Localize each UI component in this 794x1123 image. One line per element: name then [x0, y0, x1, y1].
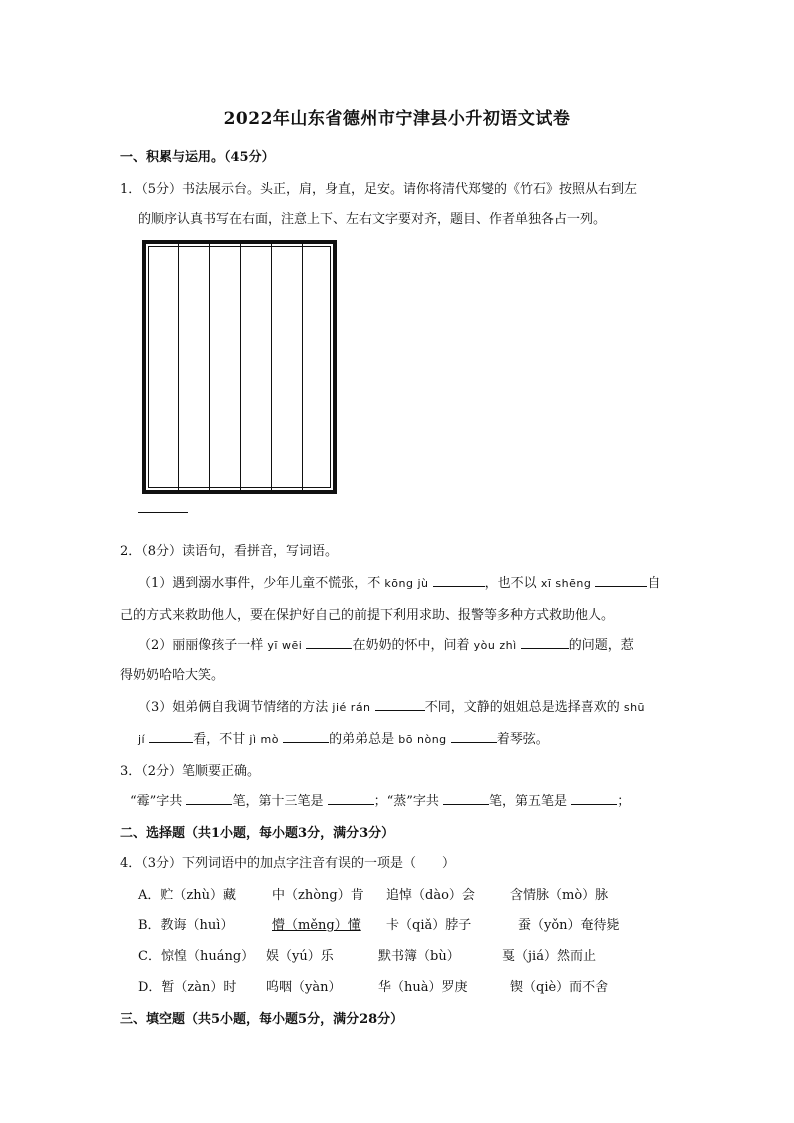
q3-text-c: ；“蒸”字共 — [373, 794, 439, 809]
page-title: 2022年山东省德州市宁津县小升初语文试卷 — [223, 109, 571, 129]
q2-3-pinyin-5: bō nòng — [398, 733, 447, 746]
grid-column-divider — [240, 244, 241, 490]
q4-option-b-word-3: 卡（qiǎ）脖子 — [386, 918, 472, 933]
section-heading-2: 二、选择题（共1小题，每小题3分，满分3分） — [120, 826, 395, 841]
q2-item-3-line-1 — [138, 696, 645, 715]
q4-option-a-word-4: 含情脉（mò）脉 — [510, 888, 609, 903]
q2-item-3-line-2 — [138, 728, 549, 747]
q2-item-1-line-2: 己的方式来救助他人，要在保护好自己的前提下利用求助、报警等多种方式救助他人。 — [120, 608, 615, 623]
q2-1-blank-1[interactable] — [433, 574, 485, 587]
q2-1-pinyin-1: kōng jù — [384, 577, 429, 590]
q2-2-text-a: （2）丽丽像孩子一样 — [138, 638, 264, 653]
q3-blank-1[interactable] — [186, 792, 232, 805]
q2-3-blank-4[interactable] — [451, 730, 497, 743]
q4-option-c-word-2: 娱（yú）乐 — [266, 949, 334, 964]
q2-3-blank-2[interactable] — [149, 730, 193, 743]
q2-3-blank-1[interactable] — [375, 698, 425, 711]
q3-heading: 3．（2分）笔顺要正确。 — [120, 764, 261, 779]
q2-3-blank-3[interactable] — [283, 730, 329, 743]
q2-2-pinyin-2: yòu zhì — [473, 639, 517, 652]
q3-text-e: ； — [617, 794, 631, 809]
q1-answer-blank[interactable] — [138, 512, 188, 513]
q4-option-c-label[interactable]: C．惊惶（huáng） — [138, 949, 255, 964]
grid-column-divider — [271, 244, 272, 490]
q4-option-b-word-4: 蚕（yǒn）奄待毙 — [518, 918, 620, 933]
q4-option-d-word-2: 呜咽（yàn） — [266, 980, 342, 995]
q4-option-c-word-4: 戛（jiá）然而止 — [502, 949, 596, 964]
q3-text-d: 笔，第五笔是 — [489, 794, 568, 809]
q3-blank-2[interactable] — [328, 792, 374, 805]
q2-3-text-e: 着琴弦。 — [496, 732, 549, 747]
grid-column-divider — [178, 244, 179, 490]
q2-item-1-line-1 — [138, 572, 660, 591]
q3-text-b: 笔，第十三笔是 — [232, 794, 324, 809]
q2-2-text-b: 在奶奶的怀中，问着 — [352, 638, 470, 653]
q2-2-blank-1[interactable] — [306, 636, 352, 649]
grid-left-border — [142, 240, 146, 494]
q4-option-d-word-4: 锲（qiè）而不舍 — [510, 980, 609, 995]
q4-option-a-word-2: 中（zhòng）肯 — [272, 888, 364, 903]
q2-3-pinyin-1: jié rán — [332, 701, 371, 714]
q2-heading: 2．（8分）读语句，看拼音，写词语。 — [120, 544, 339, 559]
grid-column-divider — [302, 244, 303, 490]
q1-text-line-2: 的顺序认真书写在右面，注意上下、左右文字要对齐，题目、作者单独各占一列。 — [138, 212, 607, 227]
q4-option-d-word-3: 华（huà）罗庚 — [378, 980, 468, 995]
q4-option-a-label[interactable]: A．贮（zhù）藏 — [138, 888, 236, 903]
q2-item-2-line-2: 得奶奶哈哈大笑。 — [120, 668, 225, 683]
q4-heading: 4．（3分）下列词语中的加点字注音有误的一项是（ ） — [120, 856, 456, 871]
q1-text-line-1: 1．（5分）书法展示台。头正，肩，身直，足安。请你将清代郑燮的《竹石》按照从右到左 — [120, 182, 638, 197]
q4-option-b-label[interactable]: B．教诲（huì） — [138, 918, 234, 933]
q2-3-pinyin-3: jí — [138, 733, 146, 746]
grid-column-divider — [209, 244, 210, 490]
q3-text-a: “霉”字共 — [130, 794, 183, 809]
q2-1-text-c: 自 — [647, 576, 661, 591]
q2-3-text-b: 不同，文静的姐姐总是选择喜欢的 — [424, 700, 620, 715]
q2-3-text-d: 的弟弟总是 — [329, 732, 395, 747]
q4-option-c-word-3: 默书簿（bù） — [378, 949, 460, 964]
q2-1-blank-2[interactable] — [595, 574, 647, 587]
section-heading-3: 三、填空题（共5小题，每小题5分，满分28分） — [120, 1012, 404, 1027]
q2-2-blank-2[interactable] — [521, 636, 569, 649]
q2-2-text-c: 的问题，惹 — [568, 638, 634, 653]
q3-blank-3[interactable] — [443, 792, 489, 805]
q4-option-a-word-3: 追悼（dào）会 — [386, 888, 475, 903]
q4-option-d-label[interactable]: D．暂（zàn）时 — [138, 980, 237, 995]
q2-item-2-line-1 — [138, 634, 634, 653]
grid-right-border — [333, 240, 337, 494]
grid-bottom-border — [142, 490, 337, 494]
q2-1-pinyin-2: xī shēng — [540, 577, 592, 590]
section-heading-1: 一、积累与运用。（45分） — [120, 150, 275, 165]
q2-1-text-a: （1）遇到溺水事件，少年儿童不慌张，不 — [138, 576, 381, 591]
calligraphy-grid — [142, 240, 337, 494]
q3-blank-4[interactable] — [571, 792, 617, 805]
q4-option-b-word-2: 懵（měng）懂 — [272, 918, 361, 933]
q2-3-text-c: 看，不甘 — [193, 732, 246, 747]
q2-3-pinyin-2: shū — [623, 701, 646, 714]
q3-line — [130, 790, 630, 809]
q2-2-pinyin-1: yī wēi — [267, 639, 303, 652]
q2-3-pinyin-4: jì mò — [249, 733, 279, 746]
q2-3-text-a: （3）姐弟俩自我调节情绪的方法 — [138, 700, 329, 715]
q2-1-text-b: ，也不以 — [484, 576, 537, 591]
